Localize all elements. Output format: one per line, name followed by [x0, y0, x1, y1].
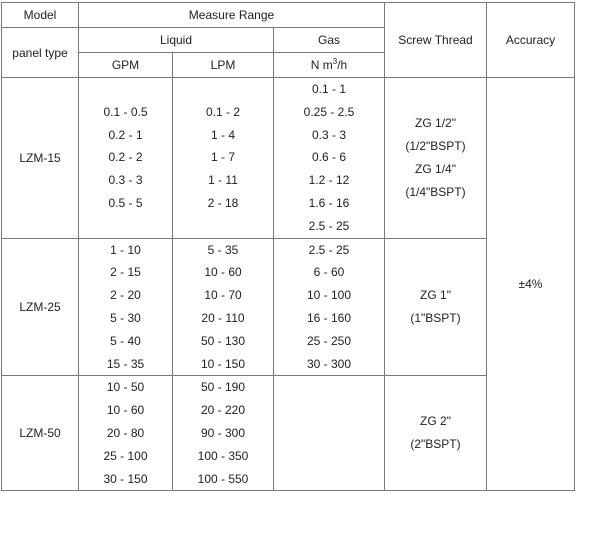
gpm-range: 10 - 50 — [106, 380, 145, 395]
gpm-range: 10 - 60 — [106, 403, 145, 418]
gas-cell-empty — [274, 376, 385, 491]
gas-range: 16 - 160 — [306, 310, 352, 325]
gpm-range: 15 - 35 — [106, 356, 145, 371]
gpm-range: 5 - 30 — [110, 310, 141, 325]
header-measure-range: Measure Range — [79, 3, 385, 28]
lpm-range: 5 - 35 — [207, 242, 239, 257]
lpm-range: 100 - 550 — [197, 471, 249, 486]
thread-line: (1"BSPT) — [410, 310, 461, 325]
gas-range: 2.5 - 25 — [308, 218, 350, 233]
gpm-range: 0.2 - 2 — [108, 150, 143, 165]
header-accuracy: Accuracy — [487, 3, 575, 78]
gpm-range: 0.5 - 5 — [108, 195, 143, 210]
thread-cell — [385, 376, 487, 491]
lpm-range: 10 - 60 — [204, 265, 242, 280]
model-cell: LZM-25 — [2, 238, 79, 376]
lpm-range: 1 - 4 — [210, 127, 235, 142]
gas-range: 2.5 - 25 — [308, 242, 350, 257]
header-screw-thread: Screw Thread — [385, 3, 487, 78]
header-lpm: LPM — [173, 53, 274, 78]
header-gas-unit — [274, 53, 385, 78]
gpm-range: 1 - 10 — [110, 242, 141, 257]
thread-line: (1/2"BSPT) — [405, 138, 466, 153]
gas-range: 1.2 - 12 — [308, 173, 350, 188]
gpm-range: 0.2 - 1 — [108, 127, 143, 142]
lpm-cell — [173, 78, 274, 239]
gpm-range: 5 - 40 — [110, 333, 141, 348]
thread-cell — [385, 78, 487, 239]
thread-cell — [385, 238, 487, 376]
lpm-range: 2 - 18 — [207, 195, 239, 210]
lpm-range: 50 - 190 — [200, 380, 246, 395]
header-gas: Gas — [274, 28, 385, 53]
lpm-range: 0.1 - 2 — [205, 104, 241, 119]
thread-line: ZG 1/2" — [415, 115, 456, 130]
spec-table — [1, 2, 575, 491]
gas-range: 25 - 250 — [306, 333, 352, 348]
gpm-range: 2 - 15 — [110, 265, 141, 280]
gpm-range: 0.3 - 3 — [108, 173, 143, 188]
gpm-range: 30 - 150 — [103, 471, 148, 486]
gas-range: 10 - 100 — [306, 288, 352, 303]
model-cell: LZM-15 — [2, 78, 79, 239]
thread-line: (1/4"BSPT) — [405, 184, 466, 199]
lpm-range: 50 - 130 — [200, 333, 246, 348]
lpm-range: 1 - 11 — [208, 173, 238, 188]
gas-range: 0.25 - 2.5 — [303, 104, 355, 119]
gpm-cell — [79, 238, 173, 376]
thread-line: ZG 2" — [420, 414, 451, 429]
lpm-range: 20 - 220 — [200, 403, 246, 418]
gas-cell — [274, 238, 385, 376]
lpm-cell — [173, 238, 274, 376]
thread-line: (2"BSPT) — [410, 437, 461, 452]
gas-range: 0.6 - 6 — [311, 150, 347, 165]
gpm-cell — [79, 78, 173, 239]
gpm-range: 2 - 20 — [110, 288, 141, 303]
header-model: Model — [2, 3, 79, 28]
model-cell: LZM-50 — [2, 376, 79, 491]
gpm-range: 20 - 80 — [106, 425, 145, 440]
gas-range: 1.6 - 16 — [308, 195, 350, 210]
lpm-range: 10 - 70 — [204, 288, 242, 303]
gas-range: 30 - 300 — [306, 356, 352, 371]
header-liquid: Liquid — [79, 28, 274, 53]
thread-line: ZG 1/4" — [415, 161, 456, 176]
table-row — [2, 78, 575, 239]
gas-range: 0.3 - 3 — [311, 127, 347, 142]
header-gpm: GPM — [79, 53, 173, 78]
gas-cell — [274, 78, 385, 239]
gas-unit-tail: /h — [337, 58, 348, 72]
lpm-range: 100 - 350 — [197, 448, 249, 463]
lpm-range: 1 - 7 — [210, 150, 235, 165]
lpm-range: 20 - 110 — [201, 310, 245, 325]
gas-unit-base: N m — [310, 58, 333, 72]
lpm-range: 90 - 300 — [200, 425, 246, 440]
gpm-range: 0.1 - 0.5 — [103, 104, 148, 119]
gpm-range: 25 - 100 — [103, 448, 148, 463]
gas-unit-exponent: 3 — [332, 57, 338, 66]
gpm-cell — [79, 376, 173, 491]
accuracy-cell: ±4% — [487, 78, 575, 491]
header-panel-type: panel type — [2, 28, 79, 78]
thread-line: ZG 1" — [420, 287, 451, 302]
gas-range: 6 - 60 — [313, 265, 345, 280]
lpm-range: 10 - 150 — [200, 356, 246, 371]
lpm-cell — [173, 376, 274, 491]
gas-range: 0.1 - 1 — [311, 82, 347, 96]
